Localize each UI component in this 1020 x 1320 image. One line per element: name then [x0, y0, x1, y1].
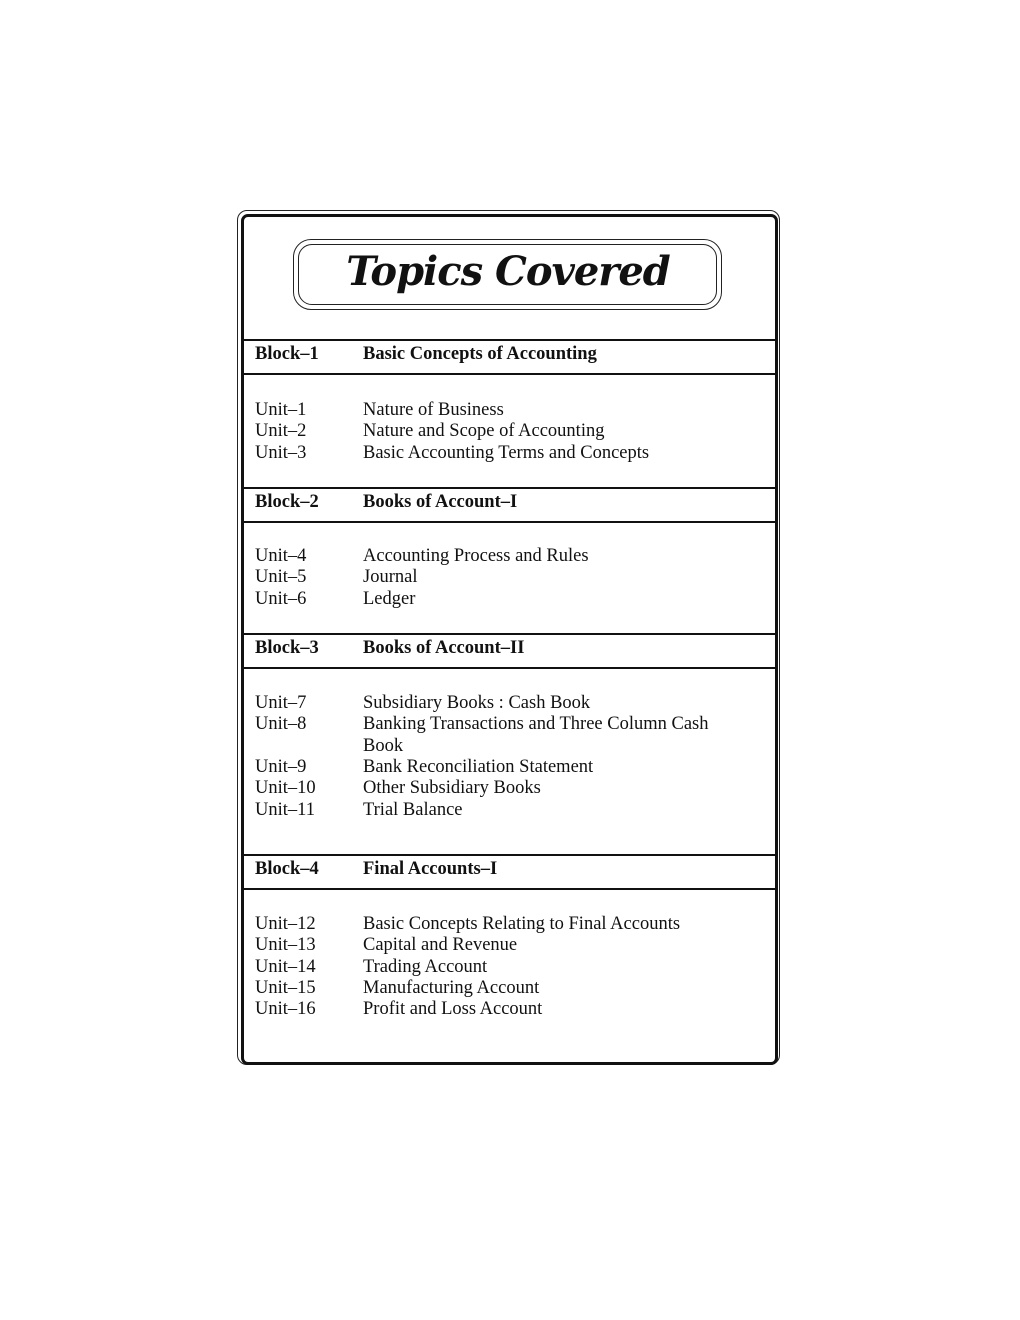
unit-label: Unit–10: [255, 778, 316, 799]
page-title: Topics Covered: [346, 248, 670, 295]
unit-label: Unit–7: [255, 693, 307, 713]
divider-line: [243, 854, 776, 856]
unit-label: Unit–11: [255, 799, 315, 820]
unit-label: Unit–16: [255, 999, 316, 1020]
block-title: Books of Account–II: [363, 638, 525, 658]
unit-title: Trial Balance: [363, 799, 463, 820]
unit-label: Unit–4: [255, 546, 307, 566]
unit-title: Capital and Revenue: [363, 935, 518, 956]
divider-line: [243, 888, 776, 890]
divider-line: [243, 667, 776, 669]
unit-title: Profit and Loss Account: [363, 999, 543, 1020]
unit-label: Unit–6: [255, 588, 307, 609]
block-title: Basic Concepts of Accounting: [363, 344, 597, 364]
unit-title: Manufacturing Account: [363, 977, 540, 998]
unit-title: Bank Reconciliation Statement: [363, 756, 594, 777]
unit-title: Trading Account: [363, 956, 488, 977]
divider-line: [243, 487, 776, 489]
unit-label: Unit–5: [255, 567, 307, 588]
divider-line: [243, 633, 776, 635]
unit-title: Journal: [363, 567, 418, 588]
unit-title: Nature and Scope of Accounting: [363, 421, 605, 442]
unit-label: Unit–14: [255, 956, 316, 977]
divider-line: [243, 373, 776, 375]
unit-title: Banking Transactions and Three Column Cash: [363, 714, 709, 735]
unit-title: Book: [363, 735, 404, 756]
unit-title: Accounting Process and Rules: [363, 546, 589, 566]
unit-title: Other Subsidiary Books: [363, 778, 541, 799]
block-title: Final Accounts–I: [363, 859, 498, 879]
block-label: Block–1: [255, 344, 319, 364]
unit-label: Unit–9: [255, 756, 307, 777]
block-label: Block–2: [255, 492, 319, 512]
divider-line: [243, 339, 776, 341]
unit-title: Subsidiary Books : Cash Book: [363, 693, 591, 713]
unit-title: Basic Accounting Terms and Concepts: [363, 442, 650, 463]
block-label: Block–4: [255, 859, 319, 879]
unit-label: Unit–1: [255, 400, 307, 420]
block-label: Block–3: [255, 638, 319, 658]
unit-title: Ledger: [363, 588, 416, 609]
unit-label: Unit–2: [255, 421, 307, 442]
block-title: Books of Account–I: [363, 492, 518, 512]
unit-title: Basic Concepts Relating to Final Accounts: [363, 914, 681, 934]
unit-label: Unit–3: [255, 442, 307, 463]
divider-line: [243, 521, 776, 523]
unit-label: Unit–12: [255, 914, 316, 934]
unit-label: Unit–13: [255, 935, 316, 956]
unit-label: Unit–15: [255, 977, 316, 998]
unit-title: Nature of Business: [363, 400, 504, 420]
unit-label: Unit–8: [255, 714, 307, 735]
